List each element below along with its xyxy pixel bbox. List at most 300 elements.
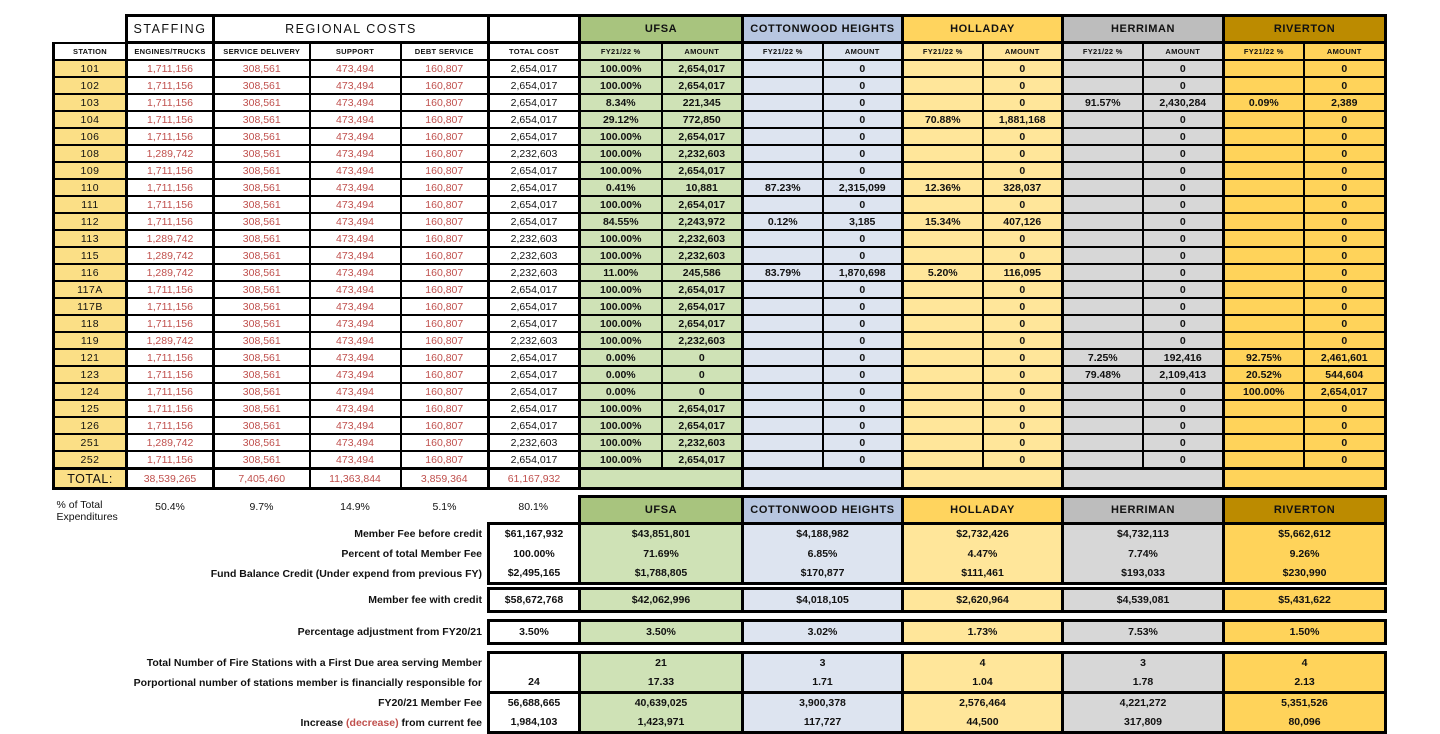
riverton-pct-cell	[1224, 417, 1304, 434]
debt-service-cell: 160,807	[401, 383, 489, 400]
service-delivery-cell: 308,561	[214, 264, 310, 281]
holladay-amount-cell: 0	[983, 366, 1063, 383]
summary-block-gap	[54, 644, 1386, 653]
holladay-pct-cell: 15.34%	[903, 213, 983, 230]
riverton-pct-header: FY21/22 %	[1224, 43, 1304, 61]
ufsa-pct-cell: 100.00%	[580, 196, 662, 213]
station-id-cell: 123	[54, 366, 127, 383]
station-row	[54, 145, 1386, 162]
herriman-amount-cell: 0	[1143, 60, 1224, 77]
cottonwood-heights-pct-cell	[743, 230, 823, 247]
riverton-pct-cell	[1224, 434, 1304, 451]
total-row	[54, 469, 1386, 489]
herriman-summary-cell: $193,033	[1063, 564, 1224, 584]
riverton-summary-cell: 2.13	[1224, 673, 1386, 693]
holladay-pct-cell	[903, 60, 983, 77]
herriman-pct-cell: 91.57%	[1063, 94, 1143, 111]
herriman-pct-cell	[1063, 230, 1143, 247]
holladay-summary-cell: 44,500	[903, 713, 1063, 733]
total-cost-cell: 2,654,017	[489, 213, 580, 230]
riverton-pct-cell: 92.75%	[1224, 349, 1304, 366]
service-delivery-cell: 308,561	[214, 349, 310, 366]
ufsa-summary-cell: 40,639,025	[580, 693, 743, 713]
herriman-pct-cell	[1063, 400, 1143, 417]
support-cell: 473,494	[310, 230, 401, 247]
summary-row	[54, 564, 1386, 584]
ufsa-amount-cell: 10,881	[662, 179, 743, 196]
grand-total-cost: 61,167,932	[489, 469, 580, 489]
debt-service-cell: 160,807	[401, 213, 489, 230]
station-row	[54, 281, 1386, 298]
ufsa-amount-cell: 0	[662, 366, 743, 383]
ufsa-pct-cell: 100.00%	[580, 281, 662, 298]
riverton-summary-cell: 5,351,526	[1224, 693, 1386, 713]
riverton-pct-cell	[1224, 264, 1304, 281]
cottonwood-heights-amount-cell: 0	[823, 230, 903, 247]
debt-service-cell: 160,807	[401, 162, 489, 179]
ufsa-amount-cell: 221,345	[662, 94, 743, 111]
ufsa-summary-cell: $43,851,801	[580, 524, 743, 544]
agency-header-herriman: HERRIMAN	[1063, 16, 1224, 43]
holladay-amount-cell: 0	[983, 128, 1063, 145]
riverton-pct-cell	[1224, 230, 1304, 247]
holladay-amount-cell: 0	[983, 349, 1063, 366]
station-id-cell: 115	[54, 247, 127, 264]
total-cost-cell: 2,654,017	[489, 366, 580, 383]
service-delivery-cell: 308,561	[214, 77, 310, 94]
riverton-amount-cell: 0	[1304, 111, 1386, 128]
service-delivery-cell: 308,561	[214, 281, 310, 298]
support-cell: 473,494	[310, 213, 401, 230]
ufsa-amount-cell: 2,654,017	[662, 281, 743, 298]
station-column-header: STATION	[54, 43, 127, 61]
cottonwood-heights-amount-cell: 0	[823, 366, 903, 383]
riverton-summary-cell: $5,431,622	[1224, 589, 1386, 612]
ufsa-pct-cell: 100.00%	[580, 298, 662, 315]
herriman-summary-cell: $4,539,081	[1063, 589, 1224, 612]
cottonwood-heights-pct-cell	[743, 400, 823, 417]
ufsa-pct-cell: 100.00%	[580, 400, 662, 417]
cottonwood-heights-amount-cell: 0	[823, 315, 903, 332]
total-cost-cell: 2,654,017	[489, 162, 580, 179]
ufsa-pct-cell: 100.00%	[580, 315, 662, 332]
holladay-summary-cell: $2,620,964	[903, 589, 1063, 612]
support-cell: 473,494	[310, 111, 401, 128]
riverton-summary-cell: 4	[1224, 653, 1386, 673]
riverton-pct-cell	[1224, 162, 1304, 179]
summary-row	[54, 589, 1386, 612]
member-fee-table	[52, 14, 1387, 734]
ufsa-amount-cell: 2,654,017	[662, 60, 743, 77]
cottonwood-heights-pct-cell	[743, 247, 823, 264]
cottonwood-heights-pct-cell	[743, 162, 823, 179]
debt-service-cell: 160,807	[401, 77, 489, 94]
holladay-amount-cell: 0	[983, 145, 1063, 162]
summary-total-cell: 3.50%	[489, 621, 580, 644]
summary-row	[54, 653, 1386, 673]
support-cell: 473,494	[310, 349, 401, 366]
debt-service-cell: 160,807	[401, 179, 489, 196]
ufsa-pct-cell: 100.00%	[580, 434, 662, 451]
holladay-pct-cell	[903, 94, 983, 111]
support-cell: 473,494	[310, 383, 401, 400]
support-cell: 473,494	[310, 77, 401, 94]
herriman-pct-cell	[1063, 298, 1143, 315]
herriman-amount-cell: 2,109,413	[1143, 366, 1224, 383]
engines-cost-cell: 1,711,156	[127, 111, 214, 128]
total-cost-cell: 2,654,017	[489, 417, 580, 434]
support-cell: 473,494	[310, 94, 401, 111]
cottonwood-heights-pct-cell	[743, 383, 823, 400]
station-id-cell: 110	[54, 179, 127, 196]
summary-row-label: Fund Balance Credit (Under expend from previous FY)	[54, 564, 489, 584]
holladay-pct-cell: 12.36%	[903, 179, 983, 196]
pct-of-total-label: % of Total Expenditures	[54, 497, 127, 524]
summary-row-label: Member fee with credit	[54, 589, 489, 612]
summary-total-cell: $61,167,932	[489, 524, 580, 544]
station-id-cell: 118	[54, 315, 127, 332]
cottonwood-heights-pct-cell	[743, 111, 823, 128]
ufsa-amount-cell: 2,654,017	[662, 400, 743, 417]
service-delivery-cell: 308,561	[214, 196, 310, 213]
support-cell: 473,494	[310, 434, 401, 451]
herriman-amount-cell: 0	[1143, 111, 1224, 128]
herriman-amount-cell: 0	[1143, 298, 1224, 315]
cottonwood-heights-pct-cell	[743, 417, 823, 434]
holladay-summary-cell: 1.73%	[903, 621, 1063, 644]
herriman-pct-cell	[1063, 451, 1143, 469]
cottonwood-heights-pct-cell	[743, 349, 823, 366]
total-blank-herriman	[1063, 469, 1224, 489]
summary-row	[54, 693, 1386, 713]
station-row	[54, 230, 1386, 247]
holladay-amount-cell: 0	[983, 383, 1063, 400]
debt-service-cell: 160,807	[401, 264, 489, 281]
service-delivery-cell: 308,561	[214, 179, 310, 196]
holladay-pct-cell	[903, 383, 983, 400]
total-cost-cell: 2,654,017	[489, 179, 580, 196]
holladay-pct-cell	[903, 366, 983, 383]
ufsa-amount-cell: 245,586	[662, 264, 743, 281]
riverton-amount-cell: 0	[1304, 60, 1386, 77]
ufsa-amount-cell: 2,654,017	[662, 162, 743, 179]
agency-header-ufsa: UFSA	[580, 16, 743, 43]
summary-total-cell: $2,495,165	[489, 564, 580, 584]
herriman-pct-cell	[1063, 213, 1143, 230]
holladay-pct-cell	[903, 247, 983, 264]
station-row	[54, 60, 1386, 77]
holladay-summary-cell: 4	[903, 653, 1063, 673]
total-cost-cell: 2,654,017	[489, 128, 580, 145]
cottonwood-heights-amount-cell: 2,315,099	[823, 179, 903, 196]
cottonwood-heights-amount-cell: 0	[823, 145, 903, 162]
engines-cost-cell: 1,711,156	[127, 128, 214, 145]
total-cost-cell: 2,232,603	[489, 332, 580, 349]
riverton-amount-cell: 0	[1304, 230, 1386, 247]
total-row-label: TOTAL:	[54, 469, 127, 489]
station-id-cell: 252	[54, 451, 127, 469]
herriman-amount-cell: 0	[1143, 332, 1224, 349]
support-cell: 473,494	[310, 417, 401, 434]
service-delivery-cell: 308,561	[214, 60, 310, 77]
holladay-summary-cell: $2,732,426	[903, 524, 1063, 544]
cottonwood-heights-amount-cell: 0	[823, 434, 903, 451]
support-cell: 473,494	[310, 366, 401, 383]
herriman-amount-cell: 0	[1143, 400, 1224, 417]
station-id-cell: 124	[54, 383, 127, 400]
riverton-amount-cell: 2,461,601	[1304, 349, 1386, 366]
station-id-cell: 102	[54, 77, 127, 94]
cottonwood-heights-amount-cell: 0	[823, 162, 903, 179]
ufsa-pct-cell: 100.00%	[580, 247, 662, 264]
station-id-cell: 251	[54, 434, 127, 451]
station-row	[54, 162, 1386, 179]
holladay-pct-cell	[903, 145, 983, 162]
debt-service-cell: 160,807	[401, 94, 489, 111]
herriman-pct-cell: 79.48%	[1063, 366, 1143, 383]
holladay-pct-cell	[903, 400, 983, 417]
support-cell: 473,494	[310, 400, 401, 417]
holladay-pct-cell	[903, 162, 983, 179]
ufsa-pct-cell: 0.00%	[580, 366, 662, 383]
support-cell: 473,494	[310, 315, 401, 332]
summary-total-cell: 100.00%	[489, 544, 580, 564]
summary-row-label	[54, 713, 489, 733]
cottonwood-heights-pct-cell: 87.23%	[743, 179, 823, 196]
cottonwood-heights-pct-cell: 83.79%	[743, 264, 823, 281]
herriman-amount-cell: 0	[1143, 434, 1224, 451]
riverton-pct-cell: 0.09%	[1224, 94, 1304, 111]
debt-service-cell: 160,807	[401, 60, 489, 77]
holladay-amount-cell: 407,126	[983, 213, 1063, 230]
riverton-amount-cell: 0	[1304, 196, 1386, 213]
riverton-pct-cell: 100.00%	[1224, 383, 1304, 400]
total-cost-cell: 2,654,017	[489, 451, 580, 469]
station-id-cell: 108	[54, 145, 127, 162]
summary-row	[54, 524, 1386, 544]
riverton-amount-cell: 2,389	[1304, 94, 1386, 111]
cottonwood-heights-amount-cell: 0	[823, 94, 903, 111]
riverton-amount-cell: 0	[1304, 213, 1386, 230]
herriman-summary-cell: 3	[1063, 653, 1224, 673]
support-cell: 473,494	[310, 60, 401, 77]
engines-cost-cell: 1,289,742	[127, 434, 214, 451]
holladay-summary-cell: 2,576,464	[903, 693, 1063, 713]
cottonwood-heights-amount-cell: 0	[823, 196, 903, 213]
ufsa-summary-cell: 1,423,971	[580, 713, 743, 733]
support-cell: 473,494	[310, 298, 401, 315]
cottonwood-heights-amount-cell: 0	[823, 60, 903, 77]
ufsa-pct-cell: 29.12%	[580, 111, 662, 128]
ufsa-amount-cell: 2,232,603	[662, 247, 743, 264]
station-row	[54, 247, 1386, 264]
herriman-summary-cell: 4,221,272	[1063, 693, 1224, 713]
debt-service-cell: 160,807	[401, 315, 489, 332]
herriman-pct-cell	[1063, 383, 1143, 400]
total-cost-cell: 2,654,017	[489, 298, 580, 315]
summary-header-ufsa: UFSA	[580, 497, 743, 524]
ufsa-pct-cell: 100.00%	[580, 230, 662, 247]
station-id-cell: 103	[54, 94, 127, 111]
total-cost-cell: 2,654,017	[489, 281, 580, 298]
total-cost-cell: 2,654,017	[489, 94, 580, 111]
holladay-pct-cell: 70.88%	[903, 111, 983, 128]
ufsa-summary-cell: $1,788,805	[580, 564, 743, 584]
total-cost-cell: 2,654,017	[489, 400, 580, 417]
summary-row-label: Member Fee before credit	[54, 524, 489, 544]
service-delivery-cell: 308,561	[214, 434, 310, 451]
summary-label-pre: Increase	[300, 716, 347, 729]
herriman-amount-cell: 0	[1143, 213, 1224, 230]
riverton-pct-cell	[1224, 451, 1304, 469]
holladay-pct-cell	[903, 196, 983, 213]
section-gap	[54, 489, 1386, 497]
cottonwood-heights-amount-cell: 0	[823, 128, 903, 145]
cottonwood-heights-amount-cell: 0	[823, 417, 903, 434]
summary-block-gap-cell	[54, 612, 1386, 621]
summary-row-label: Percent of total Member Fee	[54, 544, 489, 564]
station-row	[54, 264, 1386, 281]
holladay-pct-cell	[903, 349, 983, 366]
ufsa-pct-cell: 100.00%	[580, 145, 662, 162]
riverton-amount-cell: 0	[1304, 315, 1386, 332]
riverton-amount-cell: 0	[1304, 247, 1386, 264]
total-cost-cell: 2,232,603	[489, 247, 580, 264]
cottonwood-heights-pct-cell	[743, 315, 823, 332]
station-id-cell: 109	[54, 162, 127, 179]
engines-cost-cell: 1,711,156	[127, 451, 214, 469]
riverton-amount-cell: 0	[1304, 400, 1386, 417]
summary-row	[54, 673, 1386, 693]
cottonwood-heights-amount-cell: 0	[823, 332, 903, 349]
cottonwood-heights-summary-cell: $170,877	[743, 564, 903, 584]
support-cell: 473,494	[310, 247, 401, 264]
station-row	[54, 434, 1386, 451]
support-cell: 473,494	[310, 332, 401, 349]
total-cost-cell: 2,654,017	[489, 315, 580, 332]
riverton-pct-cell	[1224, 315, 1304, 332]
pct-engines: 50.4%	[127, 497, 214, 524]
riverton-pct-cell	[1224, 77, 1304, 94]
engines-cost-cell: 1,711,156	[127, 400, 214, 417]
riverton-amount-cell: 0	[1304, 298, 1386, 315]
holladay-amount-cell: 0	[983, 315, 1063, 332]
station-id-cell: 126	[54, 417, 127, 434]
holladay-amount-cell: 0	[983, 77, 1063, 94]
engines-cost-cell: 1,711,156	[127, 349, 214, 366]
total-debt-service: 3,859,364	[401, 469, 489, 489]
herriman-amount-cell: 0	[1143, 77, 1224, 94]
engines-cost-cell: 1,711,156	[127, 281, 214, 298]
herriman-pct-cell	[1063, 281, 1143, 298]
herriman-pct-cell	[1063, 315, 1143, 332]
total-blank-cottonwood	[743, 469, 903, 489]
summary-row	[54, 713, 1386, 733]
cottonwood-heights-summary-cell: 1.71	[743, 673, 903, 693]
debt-service-cell: 160,807	[401, 128, 489, 145]
cottonwood-heights-pct-cell	[743, 332, 823, 349]
engines-cost-cell: 1,711,156	[127, 77, 214, 94]
cottonwood-amount-header: AMOUNT	[823, 43, 903, 61]
station-id-cell: 111	[54, 196, 127, 213]
ufsa-pct-cell: 0.41%	[580, 179, 662, 196]
riverton-amount-cell: 0	[1304, 434, 1386, 451]
cottonwood-heights-pct-cell	[743, 145, 823, 162]
riverton-amount-cell: 0	[1304, 77, 1386, 94]
service-delivery-cell: 308,561	[214, 213, 310, 230]
engines-cost-cell: 1,289,742	[127, 247, 214, 264]
service-delivery-cell: 308,561	[214, 128, 310, 145]
herriman-amount-cell: 0	[1143, 230, 1224, 247]
riverton-pct-cell	[1224, 111, 1304, 128]
support-cell: 473,494	[310, 196, 401, 213]
cottonwood-heights-amount-cell: 0	[823, 111, 903, 128]
riverton-pct-cell	[1224, 298, 1304, 315]
total-cost-cell: 2,654,017	[489, 60, 580, 77]
herriman-pct-cell	[1063, 60, 1143, 77]
total-cost-cell: 2,654,017	[489, 77, 580, 94]
ufsa-pct-cell: 100.00%	[580, 417, 662, 434]
station-id-cell: 112	[54, 213, 127, 230]
riverton-amount-cell: 0	[1304, 417, 1386, 434]
ufsa-pct-cell: 84.55%	[580, 213, 662, 230]
station-row	[54, 417, 1386, 434]
debt-service-column-header: DEBT SERVICE	[401, 43, 489, 61]
station-row	[54, 332, 1386, 349]
station-id-cell: 125	[54, 400, 127, 417]
ufsa-amount-header: AMOUNT	[662, 43, 743, 61]
ufsa-pct-cell: 100.00%	[580, 451, 662, 469]
summary-block-gap-cell	[54, 644, 1386, 653]
riverton-pct-cell	[1224, 196, 1304, 213]
engines-cost-cell: 1,711,156	[127, 213, 214, 230]
holladay-amount-cell: 0	[983, 281, 1063, 298]
herriman-amount-cell: 2,430,284	[1143, 94, 1224, 111]
herriman-amount-cell: 0	[1143, 315, 1224, 332]
cottonwood-heights-amount-cell: 0	[823, 298, 903, 315]
summary-header-riverton: RIVERTON	[1224, 497, 1386, 524]
regional-costs-group-header: REGIONAL COSTS	[214, 16, 489, 43]
debt-service-cell: 160,807	[401, 434, 489, 451]
cottonwood-heights-amount-cell: 0	[823, 451, 903, 469]
herriman-pct-cell	[1063, 332, 1143, 349]
ufsa-amount-cell: 2,243,972	[662, 213, 743, 230]
total-support: 11,363,844	[310, 469, 401, 489]
total-cost-spacer	[489, 16, 580, 43]
station-id-cell: 116	[54, 264, 127, 281]
ufsa-amount-cell: 0	[662, 383, 743, 400]
service-delivery-cell: 308,561	[214, 247, 310, 264]
pct-debt: 5.1%	[401, 497, 489, 524]
ufsa-amount-cell: 2,232,603	[662, 434, 743, 451]
holladay-pct-cell	[903, 332, 983, 349]
summary-header-herriman: HERRIMAN	[1063, 497, 1224, 524]
herriman-amount-cell: 0	[1143, 281, 1224, 298]
riverton-amount-cell: 0	[1304, 162, 1386, 179]
herriman-amount-cell: 0	[1143, 451, 1224, 469]
engines-cost-cell: 1,711,156	[127, 60, 214, 77]
summary-row-label: Percentage adjustment from FY20/21	[54, 621, 489, 644]
holladay-pct-cell: 5.20%	[903, 264, 983, 281]
debt-service-cell: 160,807	[401, 247, 489, 264]
holladay-pct-cell	[903, 128, 983, 145]
debt-service-cell: 160,807	[401, 196, 489, 213]
cottonwood-heights-summary-cell: 3,900,378	[743, 693, 903, 713]
ufsa-pct-cell: 0.00%	[580, 383, 662, 400]
cottonwood-heights-pct-cell	[743, 128, 823, 145]
cottonwood-heights-amount-cell: 0	[823, 349, 903, 366]
summary-total-cell	[489, 653, 580, 673]
